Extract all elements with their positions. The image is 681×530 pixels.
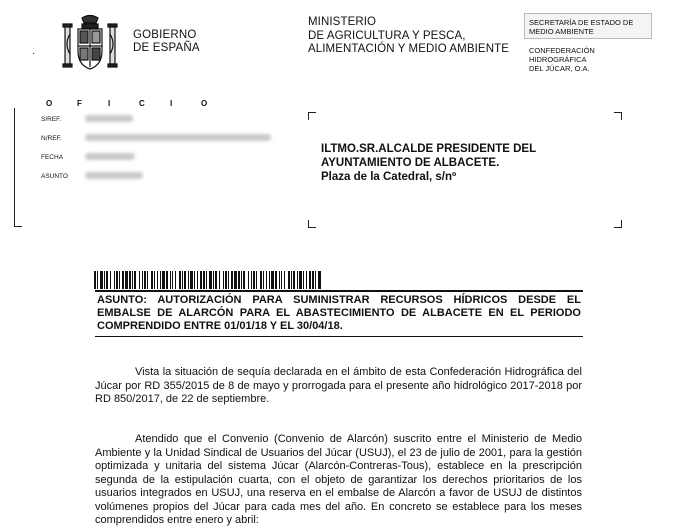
barcode-bar (306, 271, 307, 289)
barcode-bar (279, 271, 280, 289)
gov-line-2: DE ESPAÑA (133, 42, 200, 54)
oficio-letter: C (139, 99, 148, 108)
barcode-bar (172, 271, 173, 289)
fecha-label: FECHA (41, 154, 64, 161)
barcode-bar (182, 271, 183, 289)
oficio-letter: I (170, 99, 176, 108)
oficio-heading (46, 99, 232, 108)
barcode-bar (188, 271, 189, 289)
barcode-bar (162, 271, 165, 289)
barcode-bar (299, 271, 302, 289)
recipient-corner (614, 112, 622, 120)
barcode-bar (234, 271, 237, 289)
barcode-bar (166, 271, 168, 289)
barcode-bar (253, 271, 255, 289)
confed-line-2: HIDROGRÁFICA (529, 55, 587, 64)
fecha-value-redacted (85, 153, 135, 160)
recipient-corner (614, 220, 622, 228)
barcode-bar (139, 271, 140, 289)
secretaria-line-1: SECRETARÍA DE ESTADO DE (529, 18, 634, 27)
barcode-bar (291, 271, 292, 289)
oficio-corner (14, 219, 22, 227)
government-name (133, 29, 200, 55)
barcode-bar (215, 271, 217, 289)
asunto-value-redacted (85, 172, 143, 179)
body-paragraph-2 (95, 433, 582, 528)
confed-line-3: DEL JÚCAR, O.A. (529, 64, 590, 73)
barcode-bar (147, 271, 148, 289)
barcode-bar (213, 271, 214, 289)
barcode-bar (104, 271, 105, 289)
paragraph-2-text: Atendido que el Convenio (Convenio de Alarcón) suscrito entre el Ministerio de Medio Ambiente y la Unidad Sindical de Usuarios del Júcar (USUJ), el 23 de julio de 2001, para la gestión optimizada y unitaria del sistema Júcar (Alarcón-Contreras-Tous), establece en la prescripción segunda de la estipulación cuarta, con el objeto de garantizar los derechos prioritarios de los usuarios integrados en USUJ, una reserva en el embalse de Alarcón a favor de USUJ de distintos volúmenes propios del Júcar para cada mes del año. En concreto se establece para los meses comprendidos entre enero y abril: (95, 433, 582, 526)
barcode-bar (243, 271, 245, 289)
nref-value-redacted (85, 134, 271, 141)
barcode-bar (160, 271, 161, 289)
barcode-bar (157, 271, 158, 289)
barcode-bar (275, 271, 277, 289)
barcode-bar (248, 271, 249, 289)
barcode-bar (190, 271, 193, 289)
barcode-bar (125, 271, 128, 289)
barcode-icon (94, 271, 322, 289)
separator-dot: · (32, 48, 36, 59)
barcode-bar (114, 271, 115, 289)
barcode-bar (129, 271, 131, 289)
barcode-bar (106, 271, 108, 289)
barcode-bar (266, 271, 267, 289)
barcode-bar (134, 271, 136, 289)
barcode-bar (116, 271, 118, 289)
barcode-bar (288, 271, 290, 289)
subject-block: ASUNTO: AUTORIZACIÓN PARA SUMINISTRAR RECURSOS HÍDRICOS DESDE EL EMBALSE DE ALARCÓN PARA EL ABASTECIMIENTO DE ALBACETE EN EL PERIODO COMPRENDIDO ENTRE 01/01/18 Y EL 30/04/18. (95, 290, 583, 337)
secretaria-box (524, 13, 652, 39)
barcode-bar (238, 271, 240, 289)
recipient-line-1: ILTMO.SR.ALCALDE PRESIDENTE DEL (321, 143, 537, 155)
paragraph-1-text: Vista la situación de sequía declarada en el ámbito de esta Confederación Hidrográfica del Júcar por RD 355/2015 de 8 de mayo y prorrogada para el presente año hidrológico 2017-2018 por RD 850/2017, de 22 de septiembre. (95, 366, 582, 405)
asunto-label: ASUNTO (41, 173, 68, 180)
barcode-bar (231, 271, 233, 289)
barcode-bar (154, 271, 155, 289)
sref-label: S/REF. (41, 116, 62, 123)
barcode-bar (197, 271, 198, 289)
barcode-bar (200, 271, 202, 289)
barcode-bar (251, 271, 252, 289)
barcode-bar (271, 271, 274, 289)
oficio-left-border (14, 108, 15, 226)
barcode-bar (303, 271, 304, 289)
secretaria-line-2: MEDIO AMBIENTE (529, 27, 594, 36)
barcode-bar (122, 271, 124, 289)
barcode-bar (100, 271, 103, 289)
sref-value-redacted (85, 115, 133, 122)
barcode-bar (318, 271, 321, 289)
barcode-bar (269, 271, 270, 289)
oficio-letter: F (77, 99, 85, 108)
barcode-bar (206, 271, 207, 289)
coat-of-arms-icon (60, 12, 120, 74)
barcode-bar (241, 271, 242, 289)
oficio-letter: O (201, 99, 211, 108)
oficio-letter: I (108, 99, 114, 108)
barcode-bar (315, 271, 316, 289)
confed-line-1: CONFEDERACIÓN (529, 46, 595, 55)
barcode-bar (175, 271, 176, 289)
ministry-line-1: MINISTERIO (308, 16, 377, 28)
confederacion-name (529, 46, 595, 73)
barcode-bar (256, 271, 257, 289)
barcode-bar (144, 271, 146, 289)
barcode-bar (184, 271, 186, 289)
barcode-bar (209, 271, 212, 289)
recipient-corner (308, 112, 316, 120)
barcode-bar (203, 271, 205, 289)
barcode-bar (194, 271, 195, 289)
nref-label: N/REF. (41, 135, 62, 142)
barcode-bar (151, 271, 153, 289)
oficio-letter: O (46, 99, 56, 108)
barcode-bar (110, 271, 111, 289)
recipient-address (321, 142, 536, 184)
barcode-bar (170, 271, 171, 289)
recipient-line-3: Plaza de la Catedral, s/nº (321, 171, 457, 183)
ministry-name (308, 16, 509, 57)
barcode-bar (225, 271, 227, 289)
barcode-bar (312, 271, 314, 289)
barcode-bar (281, 271, 282, 289)
barcode-bar (284, 271, 285, 289)
barcode-bar (94, 271, 96, 289)
barcode-bar (223, 271, 224, 289)
gov-line-1: GOBIERNO (133, 29, 197, 41)
recipient-corner (308, 220, 316, 228)
body-paragraph-1 (95, 366, 582, 407)
ministry-line-3: ALIMENTACIÓN Y MEDIO AMBIENTE (308, 43, 509, 55)
recipient-line-2: AYUNTAMIENTO DE ALBACETE. (321, 157, 500, 169)
ministry-line-2: DE AGRICULTURA Y PESCA, (308, 29, 466, 42)
barcode-bar (97, 271, 98, 289)
barcode-bar (297, 271, 298, 289)
barcode-bar (119, 271, 120, 289)
barcode-bar (219, 271, 220, 289)
barcode-bar (132, 271, 133, 289)
barcode-bar (228, 271, 229, 289)
barcode-bar (263, 271, 264, 289)
barcode-bar (260, 271, 262, 289)
barcode-bar (293, 271, 295, 289)
barcode-bar (179, 271, 181, 289)
barcode-bar (142, 271, 143, 289)
barcode-bar (309, 271, 311, 289)
